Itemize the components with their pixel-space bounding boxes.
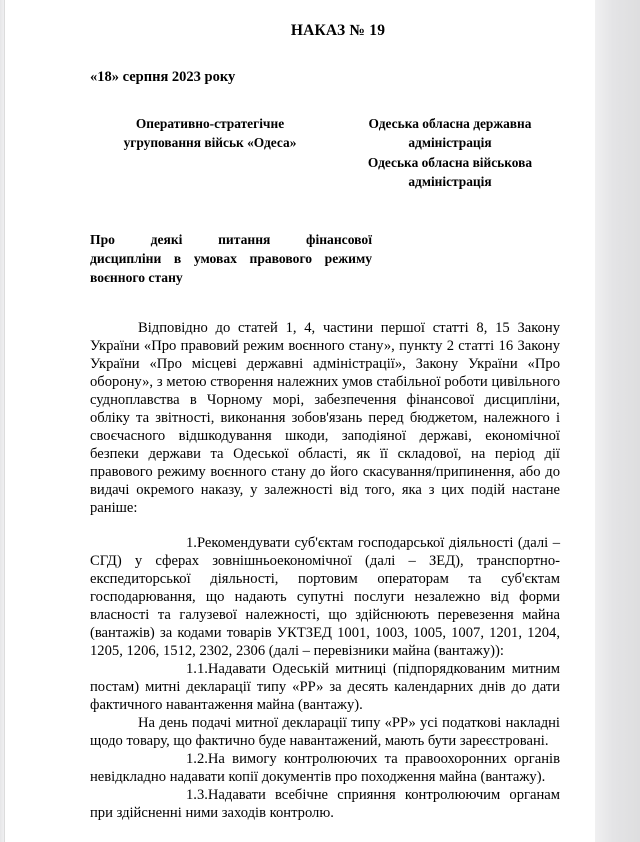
org-left-line-1: Оперативно-стратегічне bbox=[135, 116, 285, 131]
document-subject bbox=[90, 230, 372, 288]
clause-1-3-number: 1.3. bbox=[186, 787, 208, 804]
org-left-column bbox=[90, 114, 340, 153]
document-content bbox=[90, 0, 560, 822]
document-title: НАКАЗ № 19 bbox=[290, 22, 386, 39]
clause-1-text: Рекомендувати суб'єктам господарської діяльності (далі – СГД) у сферах зовнішньоекономічної (далі – ЗЕД), транспортно-експедиторської діяльності, портовим операторам та суб'єктам господарювання, що надають супутні послуги незалежно від форми власності та галузевої належності, що здійснюють перевезення майна (вантажів) за кодами товарів УКТЗЕД 1001, 1003, 1005, 1007, 1201, 1204, 1205, 1206, 1512, 2302, 2306 (далі – перевізники майна (вантажу)): bbox=[90, 534, 560, 659]
document-body bbox=[90, 319, 560, 822]
subject-rest: дисципліни в умовах правового режиму воєнного стану bbox=[90, 251, 372, 286]
org-right-line-4: адміністрація bbox=[408, 174, 492, 190]
page-shadow-right bbox=[595, 0, 640, 842]
preamble-paragraph: Відповідно до статей 1, 4, частини першої статті 8, 15 Закону України «Про правовий режим воєнного стану», пункту 2 статті 16 Закону України «Про місцеві державні адміністрації», Закону України «Про оборону», з метою створення належних умов стабільної роботи цивільного судноплавства в Чорному морі, забезпечення фінансової дисципліни, обліку та звітності, виконання зобов'язань перед бюджетом, належного і своєчасного відшкодування шкоди, заподіяної державі, економічної безпеки держави та Одеської області, як її складової, на період дії правового режиму воєнного стану до його скасування/припинення, або до видачі окремого наказу, у залежності від того, яка з цих подій настане раніше: bbox=[90, 319, 560, 516]
organization-header bbox=[90, 114, 560, 192]
subject-line-1: Про деякі питання фінансової bbox=[90, 231, 372, 247]
clause-1-1-text: Надавати Одеській митниці (підпорядкованим митним постам) митні декларації типу «РР» за десять календарних днів до дати фактичного навантаження майна (вантажу). bbox=[90, 660, 560, 713]
org-right-line-3: Одеська обласна військова bbox=[367, 154, 533, 170]
clause-1-2-number: 1.2. bbox=[186, 751, 208, 767]
clause-1-3-text: Надавати всебічне сприяння контролюючим органам при здійсненні ними заходів контролю. bbox=[90, 787, 560, 822]
clause-1-1-number: 1.1. bbox=[186, 660, 208, 677]
clause-1-1 bbox=[90, 660, 560, 714]
clause-1-1-note bbox=[90, 714, 560, 750]
org-right-column bbox=[340, 114, 560, 192]
clause-1-number: 1. bbox=[186, 534, 197, 551]
clause-1-2 bbox=[90, 750, 560, 786]
clause-1-1-note-text: На день подачі митної декларації типу «РР» усі податкові накладні щодо товару, що фактично буде навантажений, мають бути зареєстровані. bbox=[90, 714, 560, 749]
document-date: «18» серпня 2023 року bbox=[90, 69, 236, 85]
clause-1 bbox=[90, 534, 560, 660]
org-right-line-1: Одеська обласна державна bbox=[368, 116, 532, 131]
org-left-line-2: угруповання військ «Одеса» bbox=[123, 135, 297, 151]
org-right-line-2: адміністрація bbox=[408, 135, 492, 151]
clause-1-2-text: На вимогу контролюючих та правоохоронних органів невідкладно надавати копії документів про походження майна (вантажу). bbox=[90, 751, 560, 786]
clause-1-3 bbox=[90, 786, 560, 822]
document-page bbox=[5, 0, 595, 842]
